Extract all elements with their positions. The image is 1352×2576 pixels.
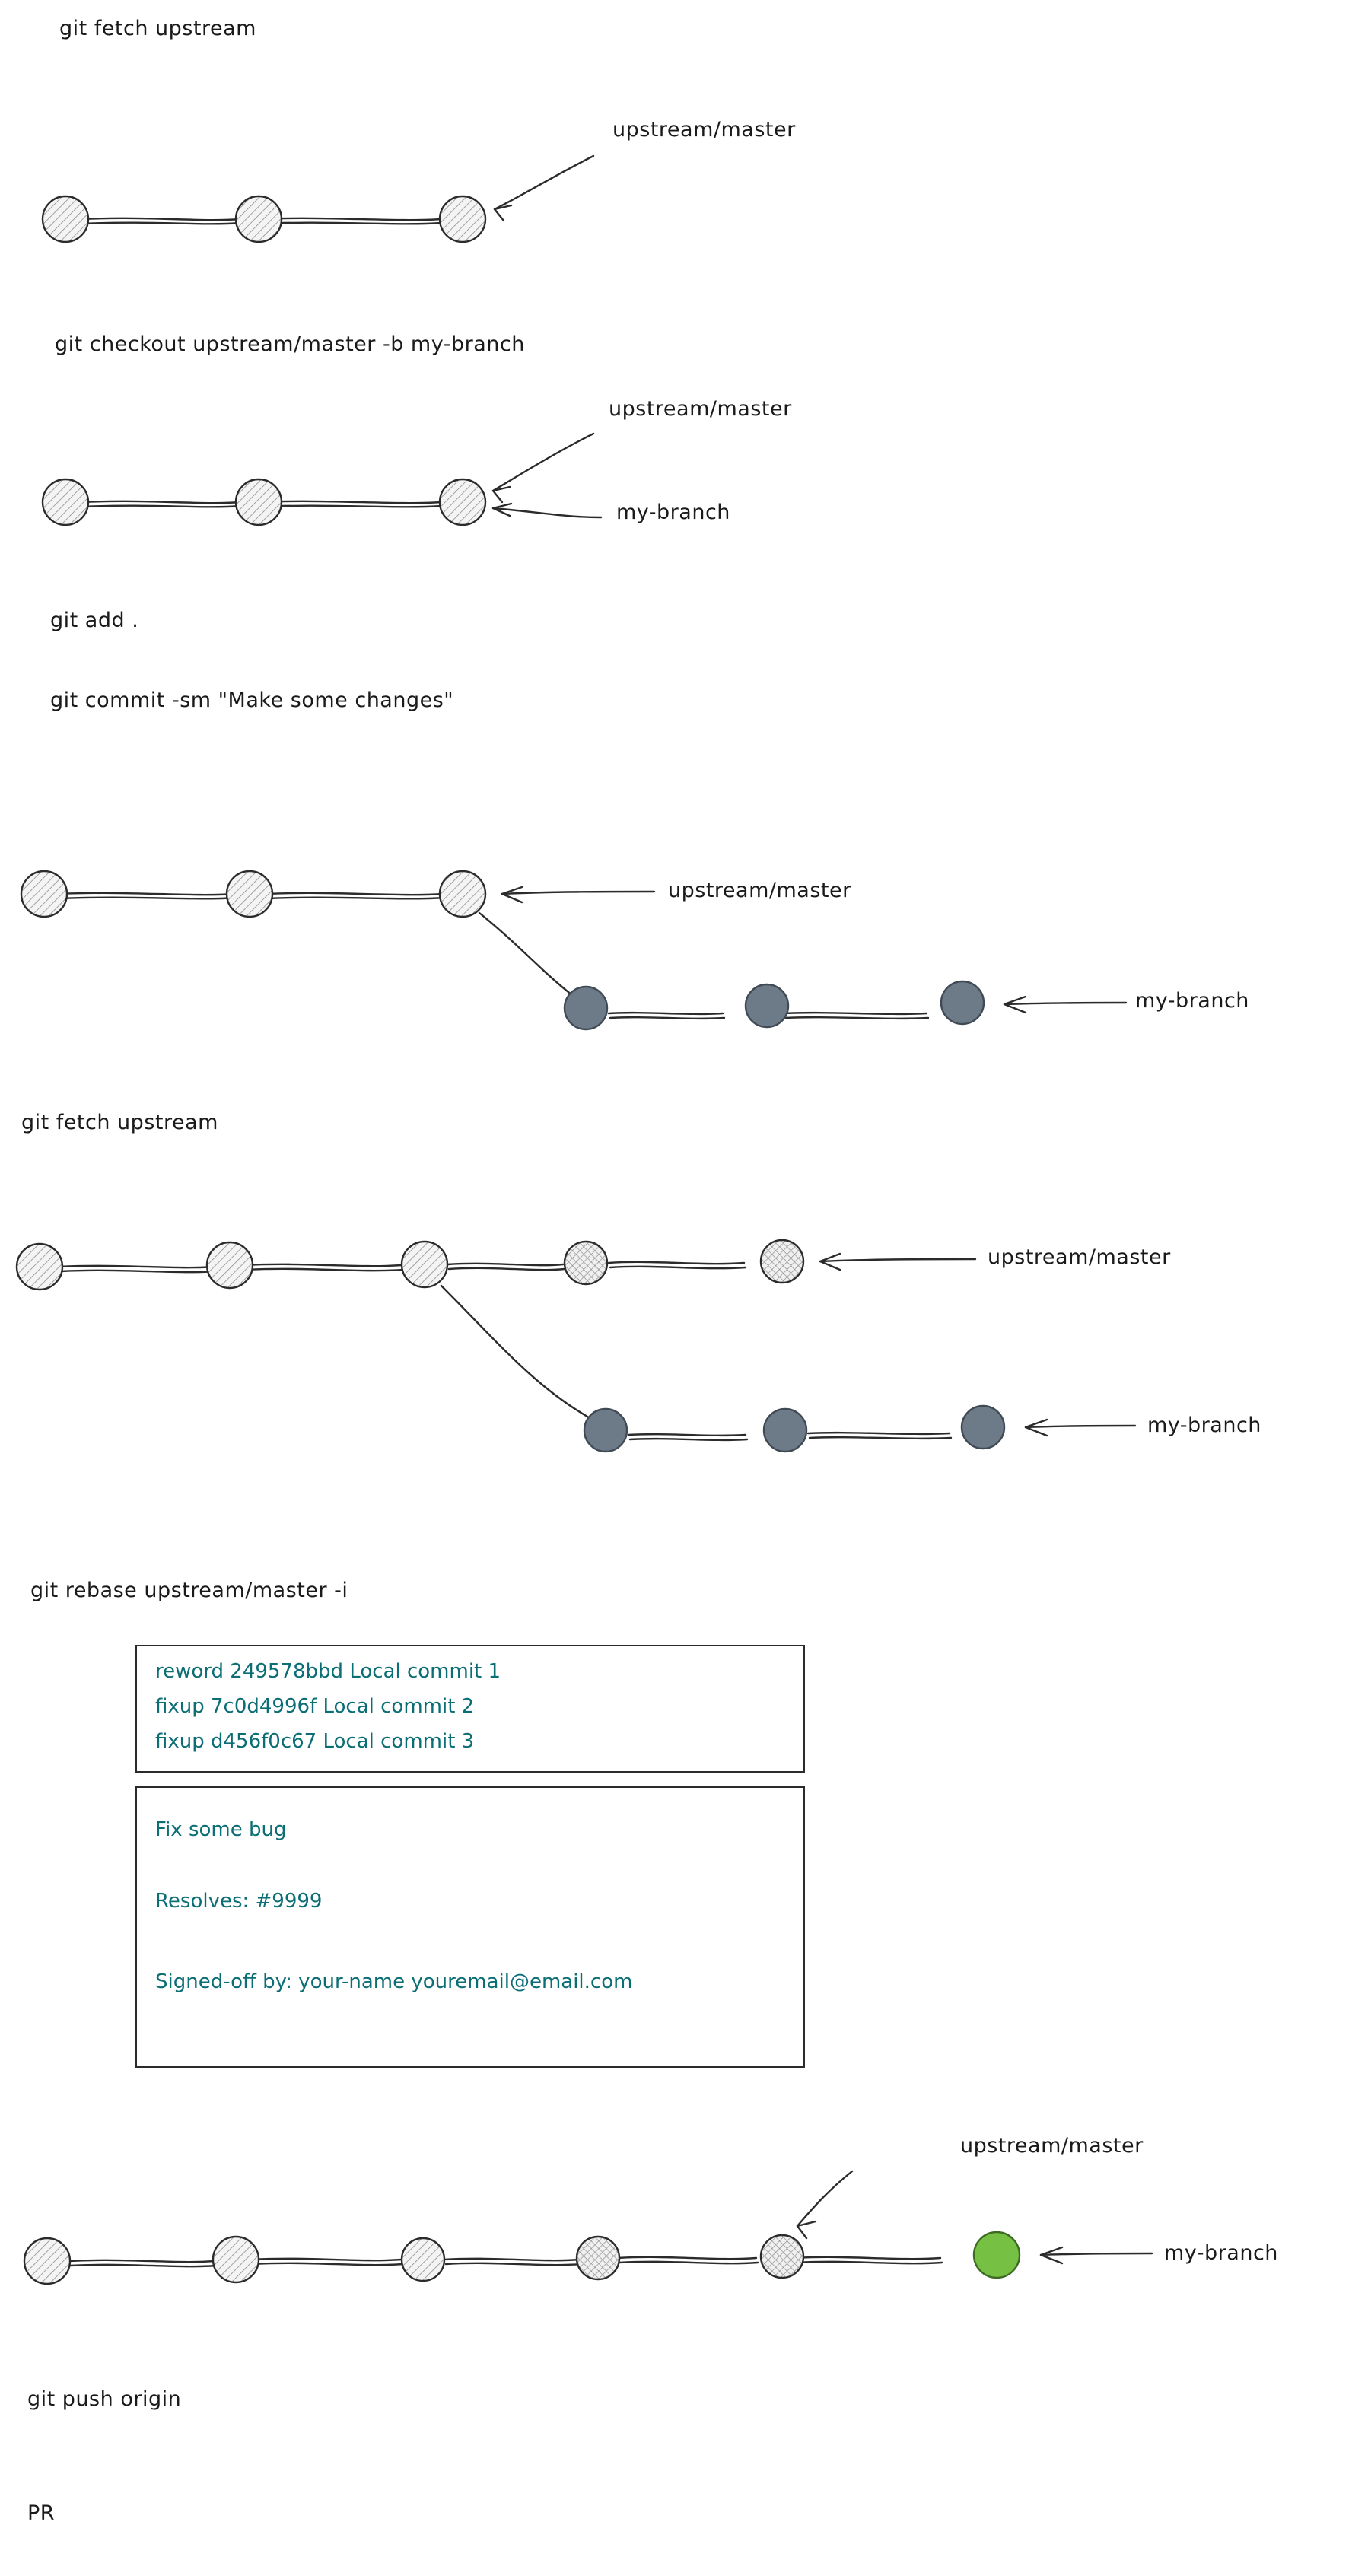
commit-message-line-1: Fix some bug xyxy=(155,1818,287,1841)
note-pull-request: PR xyxy=(27,2501,56,2525)
command-commit: git commit -sm "Make some changes" xyxy=(50,689,454,712)
command-fetch-upstream-1: git fetch upstream xyxy=(59,17,256,40)
ref-upstream-master-1: upstream/master xyxy=(612,118,796,142)
step-4-graph xyxy=(17,1240,1135,1452)
commit-message-editor[interactable] xyxy=(135,1786,805,2068)
step-3-graph xyxy=(21,871,1126,1029)
ref-my-branch-6: my-branch xyxy=(1164,2241,1278,2265)
command-add: git add . xyxy=(50,609,139,632)
step-2-graph xyxy=(43,434,601,525)
ref-upstream-master-2: upstream/master xyxy=(609,397,792,421)
step-1-graph xyxy=(43,156,593,242)
command-checkout: git checkout upstream/master -b my-branch xyxy=(55,332,525,356)
rebase-todo-line-3: fixup d456f0c67 Local commit 3 xyxy=(155,1730,475,1753)
ref-my-branch-3: my-branch xyxy=(1135,989,1249,1013)
command-push-origin: git push origin xyxy=(27,2387,182,2411)
commit-message-line-3: Signed-off by: your-name youremail@email.com xyxy=(155,1970,633,1993)
command-fetch-upstream-2: git fetch upstream xyxy=(21,1111,218,1134)
ref-upstream-master-6: upstream/master xyxy=(960,2134,1144,2158)
command-rebase: git rebase upstream/master -i xyxy=(30,1579,348,1602)
ref-upstream-master-3: upstream/master xyxy=(668,879,851,902)
rebase-todo-line-2: fixup 7c0d4996f Local commit 2 xyxy=(155,1695,475,1718)
rebase-todo-editor[interactable] xyxy=(135,1645,805,1773)
rebase-todo-line-1: reword 249578bbd Local commit 1 xyxy=(155,1660,501,1683)
step-6-graph xyxy=(24,2171,1152,2284)
ref-my-branch-4: my-branch xyxy=(1147,1414,1261,1437)
ref-my-branch-2: my-branch xyxy=(616,501,730,524)
ref-upstream-master-4: upstream/master xyxy=(988,1245,1171,1269)
commit-message-line-2: Resolves: #9999 xyxy=(155,1890,323,1913)
